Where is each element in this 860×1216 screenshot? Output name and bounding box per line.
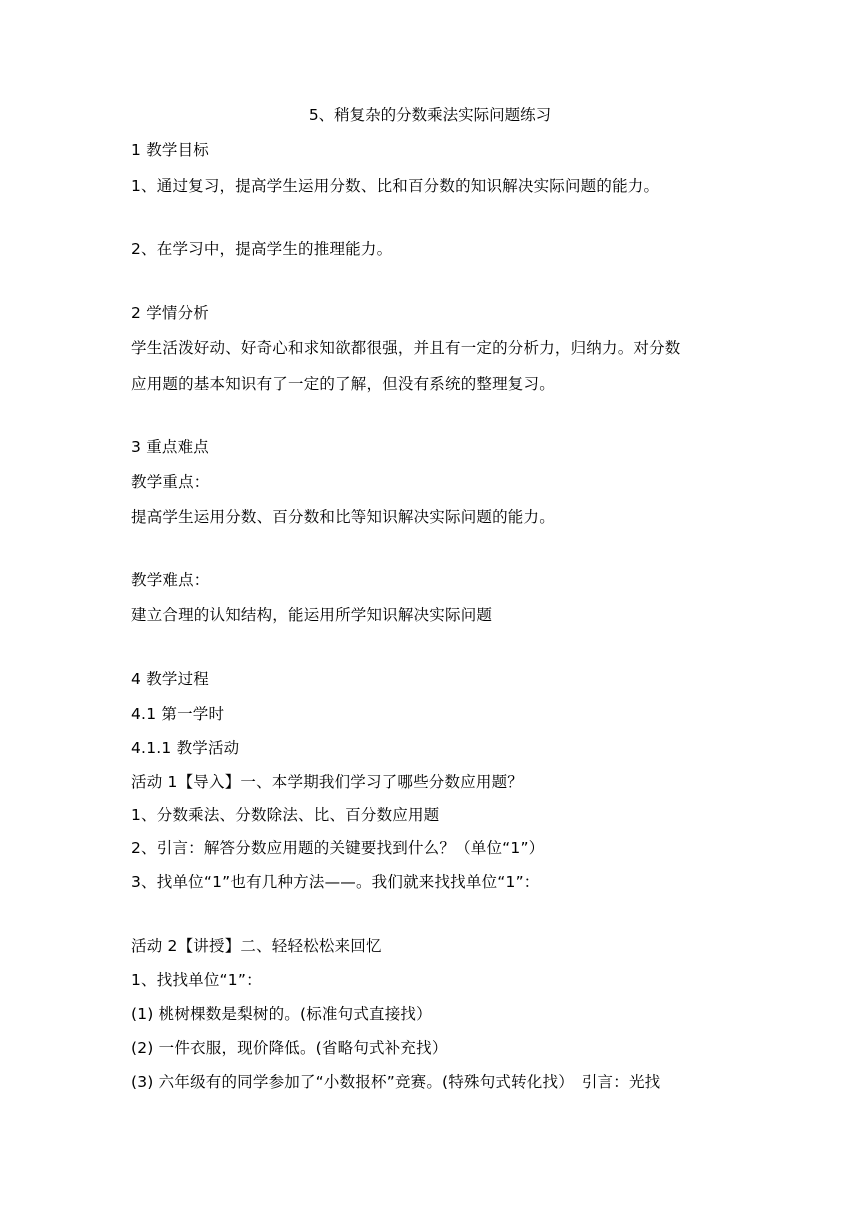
activity-1-item-3: 3、找单位“1”也有几种方法——。我们就来找找单位“1”：	[131, 873, 540, 891]
key-point-label: 教学重点：	[131, 473, 210, 491]
section-heading-process: 4 教学过程	[131, 670, 209, 688]
subsection-activities: 4.1.1 教学活动	[131, 739, 240, 757]
objective-line-2: 2、在学习中，提高学生的推理能力。	[131, 240, 393, 258]
activity-1-heading: 活动 1【导入】一、本学期我们学习了哪些分数应用题？	[131, 773, 523, 791]
key-point-text: 提高学生运用分数、百分数和比等知识解决实际问题的能力。	[131, 508, 555, 526]
objective-line-1: 1、通过复习，提高学生运用分数、比和百分数的知识解决实际问题的能力。	[131, 177, 660, 195]
activity-2-item-1: 1、找找单位“1”：	[131, 971, 262, 989]
section-heading-key-points: 3 重点难点	[131, 438, 209, 456]
activity-2-sub-2: (2) 一件衣服，现价降低。(省略句式补充找）	[131, 1039, 448, 1057]
difficulty-text: 建立合理的认知结构，能运用所学知识解决实际问题	[131, 606, 493, 624]
subsection-lesson-1: 4.1 第一学时	[131, 705, 225, 723]
activity-2-heading: 活动 2【讲授】二、轻轻松松来回忆	[131, 937, 382, 955]
analysis-line-2: 应用题的基本知识有了一定的了解，但没有系统的整理复习。	[131, 375, 555, 393]
document-title: 5、稍复杂的分数乘法实际问题练习	[308, 106, 552, 124]
section-heading-analysis: 2 学情分析	[131, 304, 209, 322]
activity-1-item-2: 2、引言：解答分数应用题的关键要找到什么？（单位“1”）	[131, 839, 545, 857]
activity-1-item-1: 1、分数乘法、分数除法、比、百分数应用题	[131, 806, 440, 824]
analysis-line-1: 学生活泼好动、好奇心和求知欲都很强，并且有一定的分析力，归纳力。对分数	[131, 339, 681, 357]
activity-2-sub-1: (1) 桃树棵数是梨树的。(标准句式直接找）	[131, 1005, 432, 1023]
section-heading-objectives: 1 教学目标	[131, 141, 209, 159]
activity-2-sub-3: (3) 六年级有的同学参加了“小数报杯”竞赛。(特殊句式转化找） 引言：光找	[131, 1073, 661, 1091]
difficulty-label: 教学难点：	[131, 571, 210, 589]
